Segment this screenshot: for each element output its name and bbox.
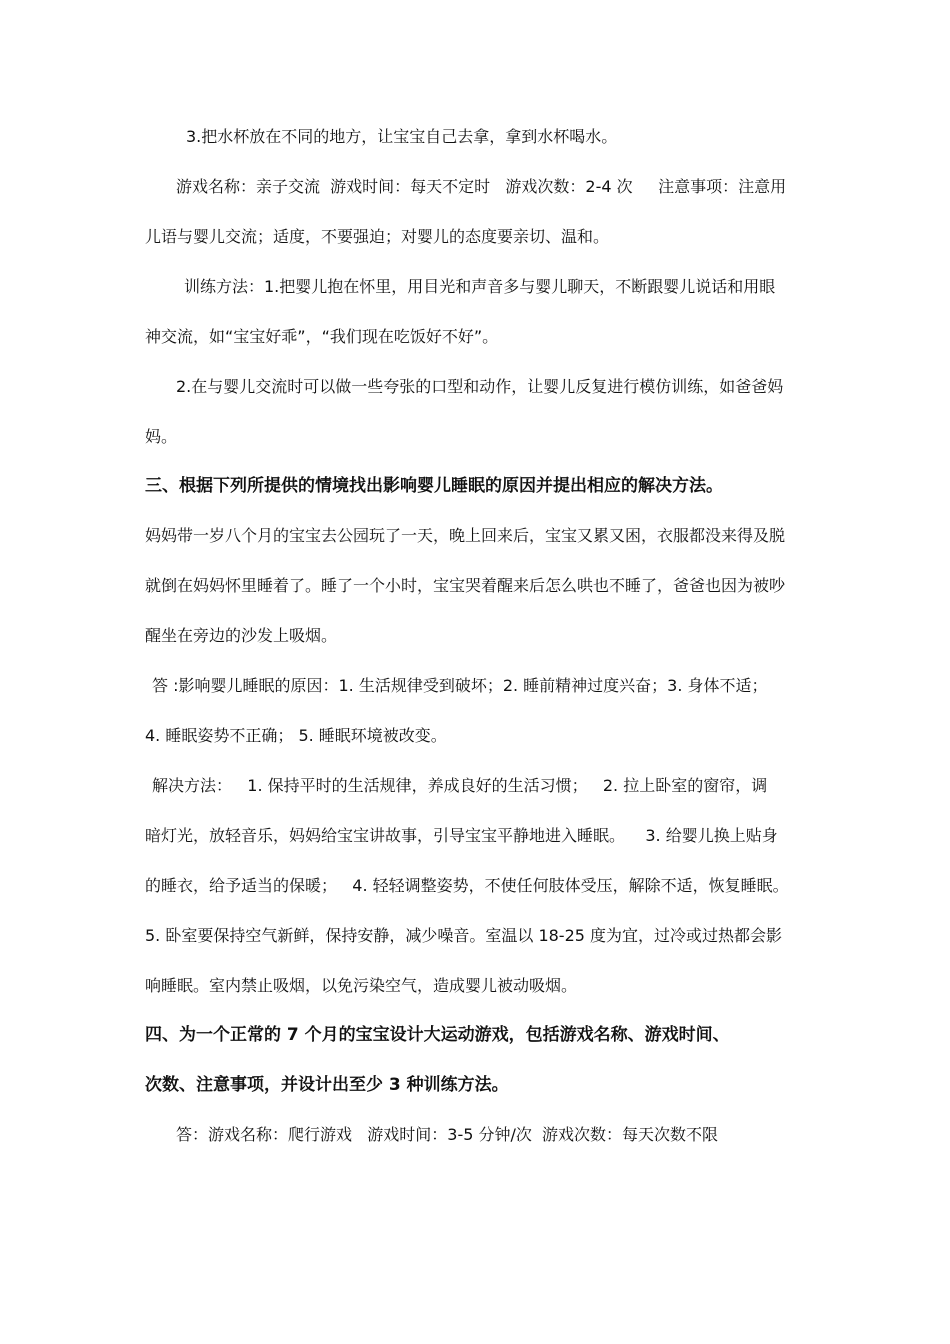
paragraph-line: 醒坐在旁边的沙发上吸烟。 [145,626,338,645]
section-heading: 三、根据下列所提供的情境找出影响婴儿睡眠的原因并提出相应的解决方法。 [145,476,723,496]
paragraph-line: 2.在与婴儿交流时可以做一些夸张的口型和动作，让婴儿反复进行模仿训练，如爸爸妈 [176,377,784,396]
paragraph-line: 4. 睡眠姿势不正确； 5. 睡眠环境被改变。 [145,726,447,745]
paragraph-line: 神交流，如“宝宝好乖”，“我们现在吃饭好不好”。 [145,327,499,346]
paragraph-line: 3.把水杯放在不同的地方，让宝宝自己去拿，拿到水杯喝水。 [186,127,618,146]
paragraph-line: 响睡眠。室内禁止吸烟，以免污染空气，造成婴儿被动吸烟。 [145,976,578,995]
paragraph-line: 妈。 [145,427,178,446]
paragraph-line: 游戏名称：亲子交流 游戏时间：每天不定时 游戏次数：2-4 次 注意事项：注意用 [176,177,787,196]
paragraph-line: 妈妈带一岁八个月的宝宝去公园玩了一天，晚上回来后，宝宝又累又困，衣服都没来得及脱 [145,526,786,545]
paragraph-line: 儿语与婴儿交流；适度，不要强迫；对婴儿的态度要亲切、温和。 [145,227,610,246]
paragraph-line: 解决方法： 1. 保持平时的生活规律，养成良好的生活习惯； 2. 拉上卧室的窗帘，调 [152,776,768,795]
section-heading: 次数、注意事项，并设计出至少 3 种训练方法。 [145,1075,509,1095]
paragraph-line: 的睡衣，给予适当的保暖； 4. 轻轻调整姿势，不使任何肢体受压，解除不适，恢复睡眠。 [145,876,789,895]
section-heading: 四、为一个正常的 7 个月的宝宝设计大运动游戏，包括游戏名称、游戏时间、 [145,1025,730,1045]
paragraph-line: 5. 卧室要保持空气新鲜，保持安静，减少噪音。室温以 18-25 度为宜，过冷或过热都会影 [145,926,783,945]
paragraph-line: 暗灯光，放轻音乐，妈妈给宝宝讲故事，引导宝宝平静地进入睡眠。 3. 给婴儿换上贴身 [145,826,778,845]
paragraph-line: 训练方法：1.把婴儿抱在怀里，用目光和声音多与婴儿聊天，不断跟婴儿说话和用眼 [184,277,776,296]
paragraph-line: 答 :影响婴儿睡眠的原因：1. 生活规律受到破坏；2. 睡前精神过度兴奋；3. 身体不适； [152,676,768,695]
paragraph-line: 答：游戏名称：爬行游戏 游戏时间：3-5 分钟/次 游戏次数：每天次数不限 [176,1125,719,1144]
paragraph-line: 就倒在妈妈怀里睡着了。睡了一个小时，宝宝哭着醒来后怎么哄也不睡了，爸爸也因为被吵 [145,576,786,595]
